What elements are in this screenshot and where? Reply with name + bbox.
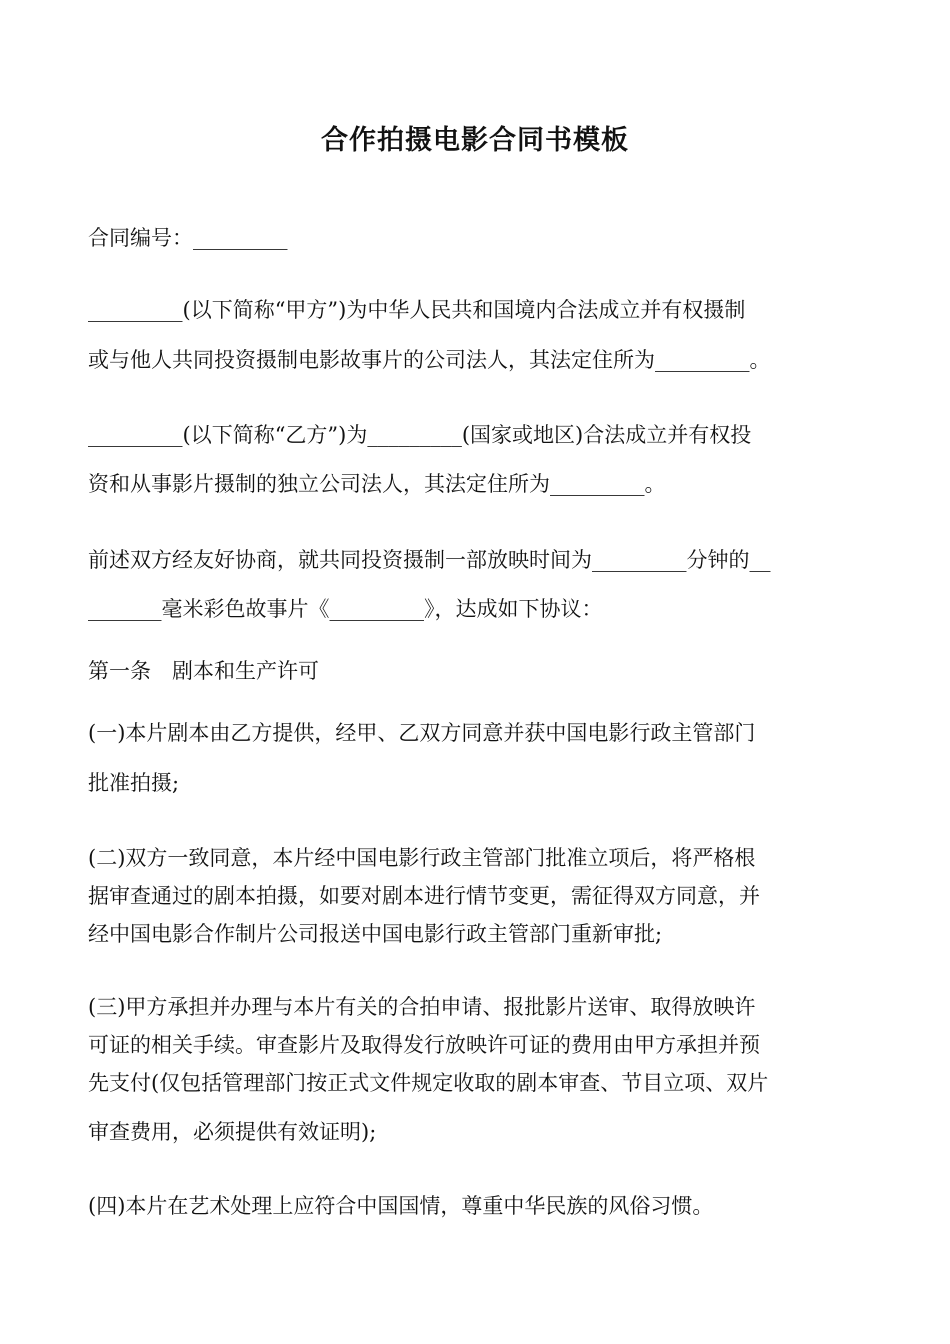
preamble-line-2: _______毫米彩色故事片《_________》，达成如下协议： [88,597,603,621]
clause-3-line-3: 先支付(仅包括管理部门按正式文件规定收取的剧本审查、节目立项、双片 [88,1071,769,1095]
clause-2-line-2: 据审查通过的剧本拍摄，如要对剧本进行情节变更，需征得双方同意，并 [88,884,760,908]
clause-3-line-4: 审查费用，必须提供有效证明); [88,1120,377,1144]
clause-1-line-2: 批准拍摄; [88,771,180,795]
clause-2-line-1: (二)双方一致同意，本片经中国电影行政主管部门批准立项后，将严格根 [88,846,756,870]
party-b-line-1: _________(以下简称“乙方”)为_________(国家或地区)合法成立并有权投 [88,423,752,447]
preamble-line-1: 前述双方经友好协商，就共同投资摄制一部放映时间为_________分钟的__ [88,548,771,572]
party-b-line-2: 资和从事影片摄制的独立公司法人，其法定住所为_________。 [88,472,666,496]
clause-3-line-1: (三)甲方承担并办理与本片有关的合拍申请、报批影片送审、取得放映许 [88,995,756,1019]
party-a-line-1: _________(以下简称“甲方”)为中华人民共和国境内合法成立并有权摄制 [88,298,746,322]
party-a-line-2: 或与他人共同投资摄制电影故事片的公司法人，其法定住所为_________。 [88,348,771,372]
clause-2-line-3: 经中国电影合作制片公司报送中国电影行政主管部门重新审批; [88,922,663,946]
clause-3-line-2: 可证的相关手续。审查影片及取得发行放映许可证的费用由甲方承担并预 [88,1033,760,1057]
clause-1-line-1: (一)本片剧本由乙方提供，经甲、乙双方同意并获中国电影行政主管部门 [88,721,756,745]
clause-4-line-1: (四)本片在艺术处理上应符合中国国情，尊重中华民族的风俗习惯。 [88,1194,714,1218]
contract-number-line: 合同编号：_________ [88,226,288,250]
article-1-heading: 第一条 剧本和生产许可 [88,659,319,683]
document-title: 合作拍摄电影合同书模板 [321,125,629,156]
